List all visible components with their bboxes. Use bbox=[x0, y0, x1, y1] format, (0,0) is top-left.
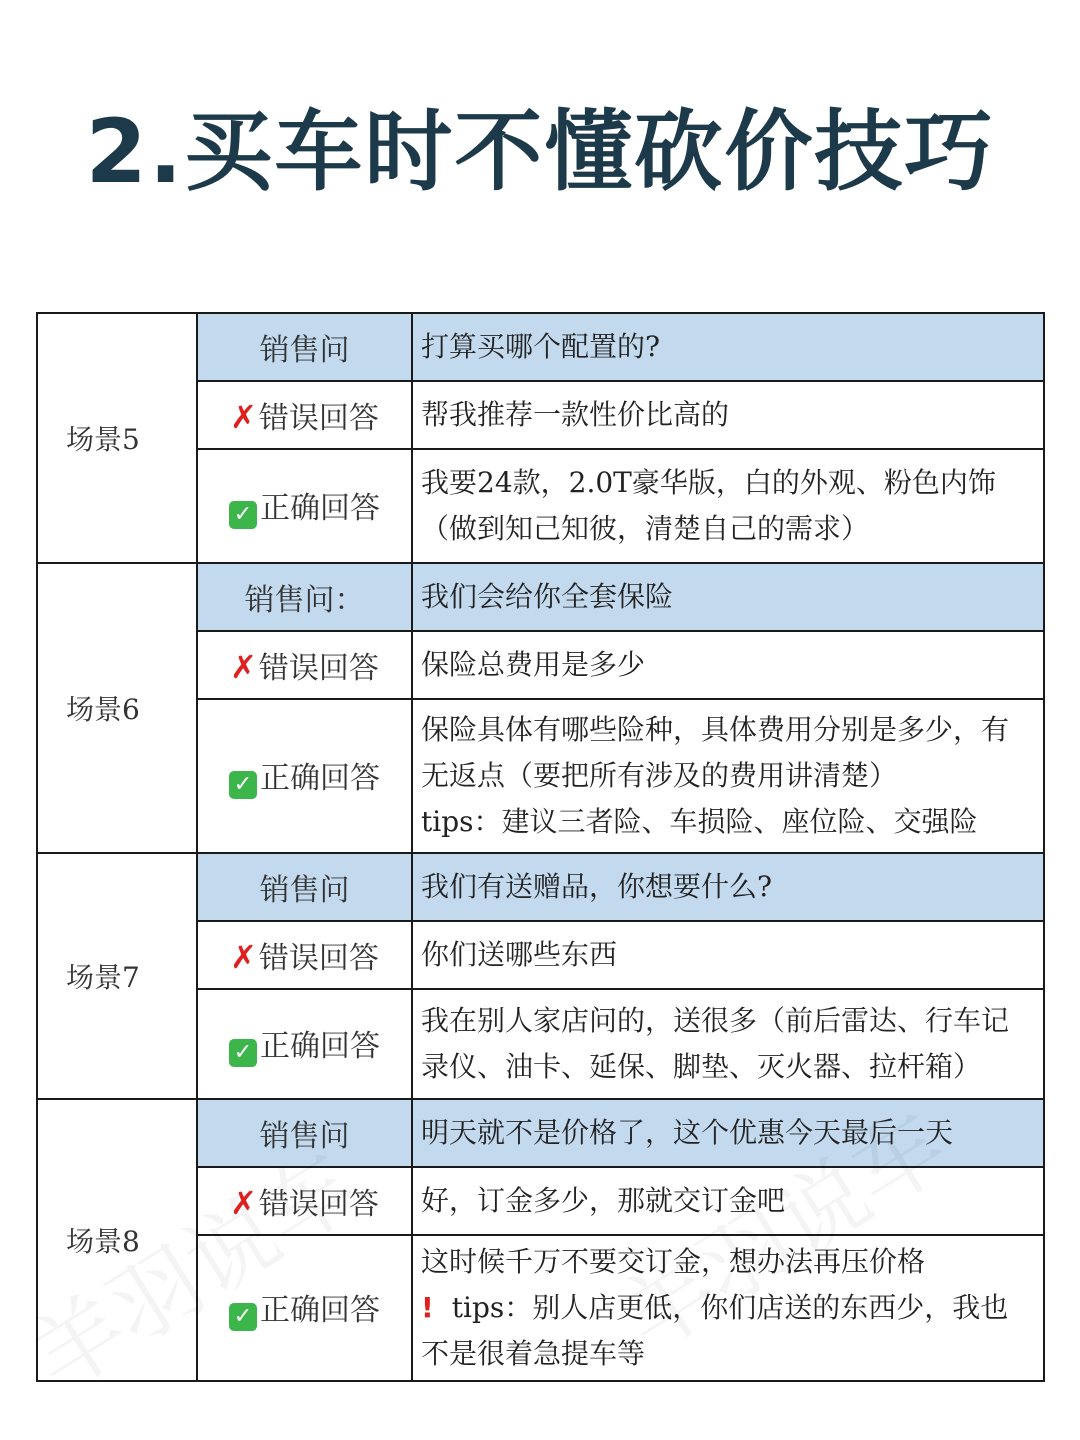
wrong-label: 错误回答 bbox=[258, 941, 379, 976]
wrong-answer: 好，订金多少，那就交订金吧 bbox=[412, 1167, 1044, 1235]
right-label: 正确回答 bbox=[260, 761, 380, 796]
answer-line: 我要24款，2.0T豪华版，白的外观、粉色内饰 bbox=[421, 466, 996, 499]
answer-line: 保险具体有哪些险种，具体费用分别是多少，有 bbox=[421, 713, 1010, 746]
right-answer bbox=[412, 449, 1044, 563]
answer-line: 无返点（要把所有涉及的费用讲清楚） bbox=[421, 759, 898, 792]
check-mark-icon: ✓ bbox=[229, 771, 257, 799]
wrong-answer: 你们送哪些东西 bbox=[412, 921, 1044, 989]
tips-text: tips：别人店更低，你们店送的东西少，我也 bbox=[451, 1291, 1009, 1324]
right-label-cell bbox=[197, 699, 412, 853]
ask-text: 打算买哪个配置的? bbox=[412, 313, 1044, 381]
right-answer bbox=[412, 699, 1044, 853]
scene-label: 场景8 bbox=[37, 1099, 197, 1381]
wrong-label-cell bbox=[197, 1167, 412, 1235]
right-label: 正确回答 bbox=[260, 1293, 380, 1328]
answer-line: 这时候千万不要交订金，想办法再压价格 bbox=[421, 1245, 926, 1278]
right-label-cell bbox=[197, 989, 412, 1099]
wrong-label-cell bbox=[197, 631, 412, 699]
ask-label: 销售问 bbox=[197, 313, 412, 381]
right-label-cell bbox=[197, 1235, 412, 1381]
page-title: 2.买车时不懂砍价技巧 bbox=[85, 100, 995, 203]
qa-table bbox=[36, 312, 1045, 1382]
answer-line: 录仪、油卡、延保、脚垫、灭火器、拉杆箱） bbox=[421, 1050, 982, 1083]
check-mark-icon: ✓ bbox=[229, 1303, 257, 1331]
exclamation-icon: ! bbox=[421, 1291, 434, 1324]
ask-row bbox=[37, 563, 1044, 631]
cross-mark-icon: ✗ bbox=[230, 938, 257, 976]
ask-label: 销售问 bbox=[197, 1099, 412, 1167]
right-label-cell bbox=[197, 449, 412, 563]
ask-text: 明天就不是价格了，这个优惠今天最后一天 bbox=[412, 1099, 1044, 1167]
tips-line bbox=[421, 1285, 1031, 1331]
answer-line: 不是很着急提车等 bbox=[421, 1337, 646, 1370]
scene-label: 场景7 bbox=[37, 853, 197, 1099]
scene-label: 场景5 bbox=[37, 313, 197, 563]
ask-row bbox=[37, 853, 1044, 921]
ask-text: 我们有送赠品，你想要什么? bbox=[412, 853, 1044, 921]
wrong-label: 错误回答 bbox=[258, 1187, 379, 1222]
wrong-label: 错误回答 bbox=[258, 401, 379, 436]
wrong-answer: 帮我推荐一款性价比高的 bbox=[412, 381, 1044, 449]
check-mark-icon: ✓ bbox=[229, 501, 257, 529]
wrong-label-cell bbox=[197, 381, 412, 449]
wrong-label: 错误回答 bbox=[258, 651, 379, 686]
ask-text: 我们会给你全套保险 bbox=[412, 563, 1044, 631]
tips-line: tips：建议三者险、车损险、座位险、交强险 bbox=[421, 805, 978, 838]
wrong-label-cell bbox=[197, 921, 412, 989]
ask-row bbox=[37, 1099, 1044, 1167]
right-label: 正确回答 bbox=[260, 491, 380, 526]
ask-label: 销售问 bbox=[197, 853, 412, 921]
answer-line: 我在别人家店问的，送很多（前后雷达、行车记 bbox=[421, 1004, 1010, 1037]
right-answer bbox=[412, 989, 1044, 1099]
cross-mark-icon: ✗ bbox=[230, 1184, 257, 1222]
right-answer bbox=[412, 1235, 1044, 1381]
answer-line: （做到知己知彼，清楚自己的需求） bbox=[421, 512, 870, 545]
ask-row bbox=[37, 313, 1044, 381]
right-label: 正确回答 bbox=[260, 1029, 380, 1064]
ask-label: 销售问： bbox=[197, 563, 412, 631]
cross-mark-icon: ✗ bbox=[230, 648, 257, 686]
cross-mark-icon: ✗ bbox=[230, 398, 257, 436]
scene-label: 场景6 bbox=[37, 563, 197, 853]
check-mark-icon: ✓ bbox=[229, 1039, 257, 1067]
wrong-answer: 保险总费用是多少 bbox=[412, 631, 1044, 699]
